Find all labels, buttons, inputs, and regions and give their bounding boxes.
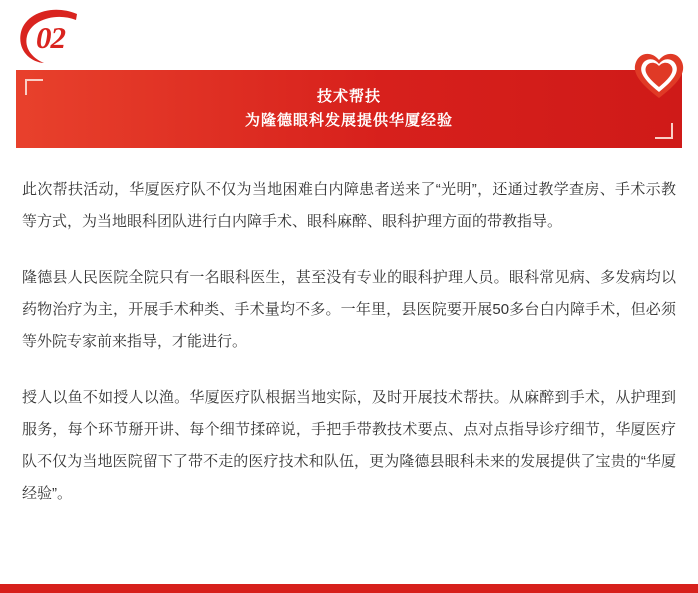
banner-title-line1: 技术帮扶 — [316, 88, 381, 105]
section-number-text: 02 — [36, 20, 65, 55]
footer-accent-bar — [0, 584, 698, 593]
paragraph-3: 授人以鱼不如授人以渔。华厦医疗队根据当地实际，及时开展技术帮扶。从麻醉到手术，从护理到服务，每个环节掰开讲、每个细节揉碎说，手把手带教技术要点、点对点指导诊疗细节，华厦医疗队不仅为当地医院留下了带不走的医疗技术和队伍，更为隆德县眼科未来的发展提供了宝贵的“华厦经验”。 — [22, 389, 676, 502]
paragraph-2: 隆德县人民医院全院只有一名眼科医生，甚至没有专业的眼科护理人员。眼科常见病、多发病均以药物治疗为主，开展手术种类、手术量均不多。一年里，县医院要开展50多台白内障手术，但必须等外院专家前来指导，才能进行。 — [22, 269, 676, 350]
section-number-badge — [14, 8, 92, 66]
paragraph-1: 此次帮扶活动，华厦医疗队不仅为当地困难白内障患者送来了“光明”，还通过教学查房、手术示教等方式，为当地眼科团队进行白内障手术、眼科麻醉、眼科护理方面的带教指导。 — [22, 181, 676, 230]
section-number-header — [0, 0, 698, 70]
banner-title-line2: 为隆德眼科发展提供华厦经验 — [244, 112, 453, 129]
banner-text-block — [16, 70, 682, 148]
section-title-banner — [16, 70, 682, 148]
article-body — [0, 148, 698, 510]
